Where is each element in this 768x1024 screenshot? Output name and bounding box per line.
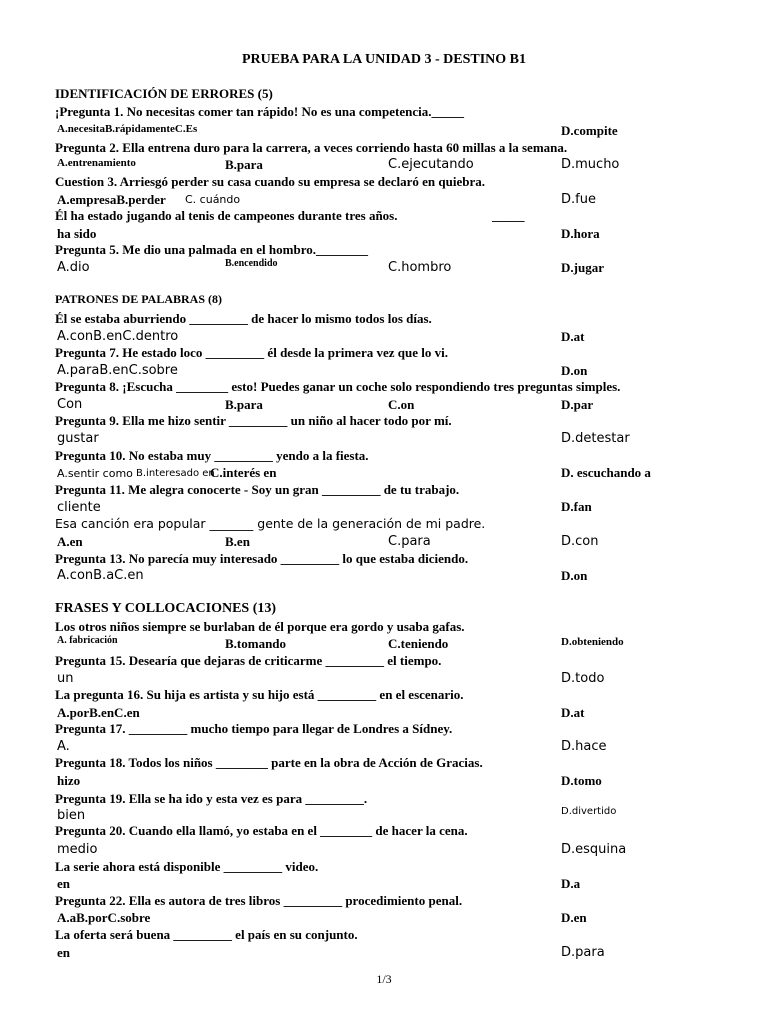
question-17-text: Pregunta 17. _________ mucho tiempo para llegar de Londres a Sídney. <box>55 721 453 736</box>
question-8-text: Pregunta 8. ¡Escucha ________ esto! Puedes ganar un coche solo respondiendo tres preguntas simples. <box>55 379 621 394</box>
question-1-option-d: D.compite <box>561 123 618 138</box>
question-12-option-b: B.en <box>225 534 250 549</box>
question-3-option-d: D.fue <box>561 192 596 207</box>
question-12-option-a: A.en <box>57 534 83 549</box>
question-11-option-a: cliente <box>57 500 101 515</box>
question-18-option-a: hizo <box>57 773 81 788</box>
question-8-option-d: D.par <box>561 397 594 412</box>
question-2-option-c: C.ejecutando <box>388 157 474 172</box>
question-22-text: Pregunta 22. Ella es autora de tres libros _________ procedimiento penal. <box>55 893 463 908</box>
question-10-option-d: D. escuchando a <box>561 465 651 480</box>
question-6-options-abc: A.conB.enC.dentro <box>57 329 179 344</box>
question-10-option-c: C.interés en <box>210 465 277 480</box>
question-17-option-d: D.hace <box>561 739 607 754</box>
question-5-option-d: D.jugar <box>561 260 604 275</box>
question-19-option-a: bien <box>57 808 86 823</box>
section-heading-errors: IDENTIFICACIÓN DE ERRORES (5) <box>55 86 273 101</box>
question-8-option-b: B.para <box>225 397 263 412</box>
question-19-option-d: D.divertido <box>561 806 617 817</box>
question-19-text: Pregunta 19. Ella se ha ido y esta vez es para _________. <box>55 791 368 806</box>
question-4-option-d: D.hora <box>561 226 600 241</box>
question-20-option-d: D.esquina <box>561 842 627 857</box>
question-7-text: Pregunta 7. He estado loco _________ él desde la primera vez que lo vi. <box>55 345 448 360</box>
question-14-option-c: C.teniendo <box>388 636 449 651</box>
question-4-blank: _____ <box>492 208 525 223</box>
question-14-option-a: A. fabricación <box>57 635 118 646</box>
section-heading-phrases: FRASES Y COLLOCACIONES (13) <box>55 601 277 616</box>
question-1-text: ¡Pregunta 1. No necesitas comer tan rápido! No es una competencia._____ <box>55 104 464 119</box>
question-7-options-abc: A.paraB.enC.sobre <box>57 363 178 378</box>
question-5-option-c: C.hombro <box>388 260 452 275</box>
question-17-option-a: A. <box>57 739 70 754</box>
question-22-option-d: D.en <box>561 910 587 925</box>
question-15-text: Pregunta 15. Desearía que dejaras de criticarme _________ el tiempo. <box>55 653 442 668</box>
question-10-text: Pregunta 10. No estaba muy _________ yendo a la fiesta. <box>55 448 369 463</box>
question-5-option-a: A.dio <box>57 260 90 275</box>
question-12-option-c: C.para <box>388 534 431 549</box>
question-23-option-a: en <box>57 945 70 960</box>
question-11-text: Pregunta 11. Me alegra conocerte - Soy un gran _________ de tu trabajo. <box>55 482 460 497</box>
question-21-option-a: en <box>57 876 70 891</box>
question-23-text: La oferta será buena _________ el país en su conjunto. <box>55 927 358 942</box>
question-7-option-d: D.on <box>561 363 588 378</box>
question-15-option-a: un <box>57 671 74 686</box>
question-16-option-d: D.at <box>561 705 585 720</box>
question-20-text: Pregunta 20. Cuando ella llamó, yo estaba en el ________ de hacer la cena. <box>55 823 468 838</box>
question-15-option-d: D.todo <box>561 671 605 686</box>
question-6-option-d: D.at <box>561 329 585 344</box>
question-11-option-d: D.fan <box>561 499 592 514</box>
question-2-option-a: A.entrenamiento <box>57 157 136 169</box>
question-16-options-abc: A.porB.enC.en <box>57 705 140 720</box>
question-13-options-abc: A.conB.aC.en <box>57 568 144 583</box>
question-14-option-d: D.obteniendo <box>561 636 624 648</box>
question-10-option-a: A.sentir como <box>57 467 133 480</box>
question-13-text: Pregunta 13. No parecía muy interesado _________ lo que estaba diciendo. <box>55 551 469 566</box>
question-12-option-d: D.con <box>561 534 599 549</box>
question-23-option-d: D.para <box>561 945 605 960</box>
question-3-option-c: C. cuándo <box>185 193 241 206</box>
question-12-text: Esa canción era popular _______ gente de la generación de mi padre. <box>55 516 486 531</box>
question-4-text: Él ha estado jugando al tenis de campeones durante tres años. <box>55 208 398 223</box>
question-9-text: Pregunta 9. Ella me hizo sentir _________ un niño al hacer todo por mí. <box>55 413 452 428</box>
question-18-text: Pregunta 18. Todos los niños ________ parte en la obra de Acción de Gracias. <box>55 755 483 770</box>
question-5-option-b: B.encendido <box>225 258 278 269</box>
question-16-text: La pregunta 16. Su hija es artista y su hijo está _________ en el escenario. <box>55 687 464 702</box>
question-6-text: Él se estaba aburriendo _________ de hacer lo mismo todos los días. <box>55 311 432 326</box>
question-3-options-ab: A.empresaB.perder <box>57 192 166 207</box>
page-title: PRUEBA PARA LA UNIDAD 3 - DESTINO B1 <box>241 52 527 67</box>
question-9-option-a: gustar <box>57 431 99 446</box>
page-number: 1/3 <box>376 972 392 986</box>
question-18-option-d: D.tomo <box>561 773 602 788</box>
question-14-option-b: B.tomando <box>225 636 287 651</box>
question-10-option-b: B.interesado en <box>136 468 215 479</box>
question-21-text: La serie ahora está disponible _________ video. <box>55 859 319 874</box>
question-3-text: Cuestion 3. Arriesgó perder su casa cuando su empresa se declaró en quiebra. <box>55 174 485 189</box>
question-13-option-d: D.on <box>561 568 588 583</box>
question-9-option-d: D.detestar <box>561 431 630 446</box>
question-4-option-a: ha sido <box>57 226 97 241</box>
question-14-text: Los otros niños siempre se burlaban de él porque era gordo y usaba gafas. <box>55 619 465 634</box>
question-2-text: Pregunta 2. Ella entrena duro para la carrera, a veces corriendo hasta 60 millas a la semana. <box>55 140 568 155</box>
question-5-text: Pregunta 5. Me dio una palmada en el hombro.________ <box>55 242 368 257</box>
question-2-option-d: D.mucho <box>561 157 620 172</box>
question-1-options-abc: A.necesitaB.rápidamenteC.Es <box>57 123 198 135</box>
question-21-option-d: D.a <box>561 876 581 891</box>
question-20-option-a: medio <box>57 842 98 857</box>
question-8-option-c: C.on <box>388 397 415 412</box>
section-heading-patterns: PATRONES DE PALABRAS (8) <box>55 292 223 306</box>
question-8-option-a: Con <box>57 397 83 412</box>
question-2-option-b: B.para <box>225 157 263 172</box>
question-22-options-abc: A.aB.porC.sobre <box>57 910 151 925</box>
